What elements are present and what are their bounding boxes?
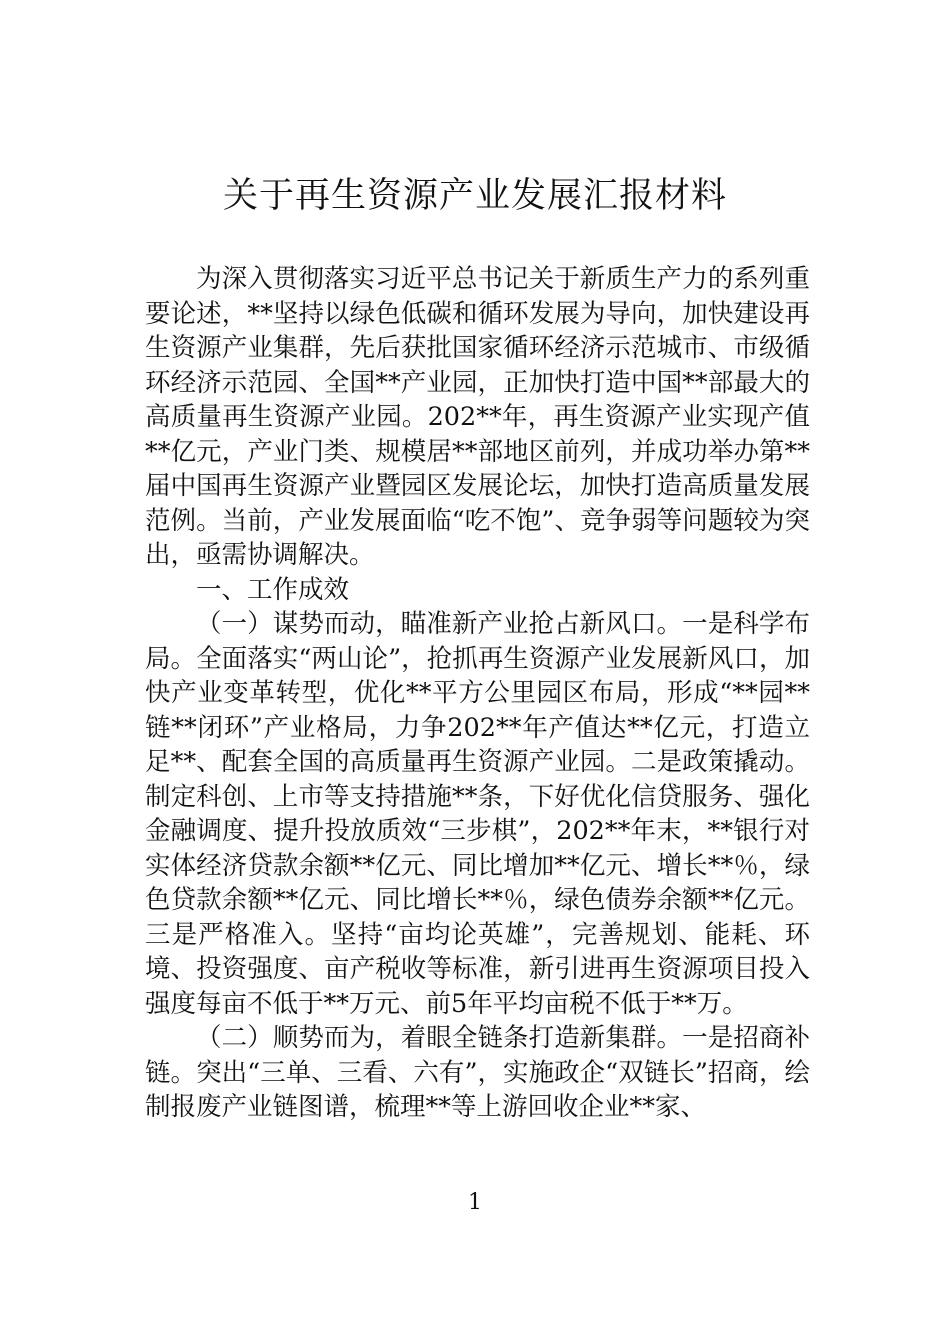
intro-paragraph: 为深入贯彻落实习近平总书记关于新质生产力的系列重要论述，**坚持以绿色低碳和循环发展为导向，加快建设再生资源产业集群，先后获批国家循环经济示范城市、市级循环经济示范园、全国**产业园，正加快打造中国**部最大的高质量再生资源产业园。202**年，再生资源产业实现产值**亿元，产业门类、规模居**部地区前列，并成功举办第**届中国再生资源产业暨园区发展论坛，加快打造高质量发展范例。当前，产业发展面临“吃不饱”、竞争弱等问题较为突出，亟需协调解决。 [145, 264, 810, 570]
page-number: 1 [468, 1190, 482, 1215]
paragraph-subsection-1: （一）谋势而动，瞄准新产业抢占新风口。一是科学布局。全面落实“两山论”，抢抓再生资源产业发展新风口，加快产业变革转型，优化**平方公里园区布局，形成“**园**链**闭环”产业格局，力争202**年产值达**亿元，打造立足**、配套全国的高质量再生资源产业园。二是政策撬动。制定科创、上市等支持措施**条，下好优化信贷服务、强化金融调度、提升投放质效“三步棋”，202**年末，**银行对实体经济贷款余额**亿元、同比增加**亿元、增长**％，绿色贷款余额**亿元、同比增长**％，绿色债券余额**亿元。三是严格准入。坚持“亩均论英雄”，完善规划、能耗、环境、投资强度、亩产税收等标准，新引进再生资源项目投入强度每亩不低于**万元、前5年平均亩税不低于**万。 [145, 609, 810, 1019]
document-body [145, 262, 810, 1125]
document-title: 关于再生资源产业发展汇报材料 [222, 176, 727, 216]
paragraph-subsection-2: （二）顺势而为，着眼全链条打造新集群。一是招商补链。突出“三单、三看、六有”，实施政企“双链长”招商，绘制报废产业链图谱，梳理**等上游回收企业**家、 [145, 1023, 810, 1122]
section-heading-work-results: 一、工作成效 [196, 574, 350, 605]
